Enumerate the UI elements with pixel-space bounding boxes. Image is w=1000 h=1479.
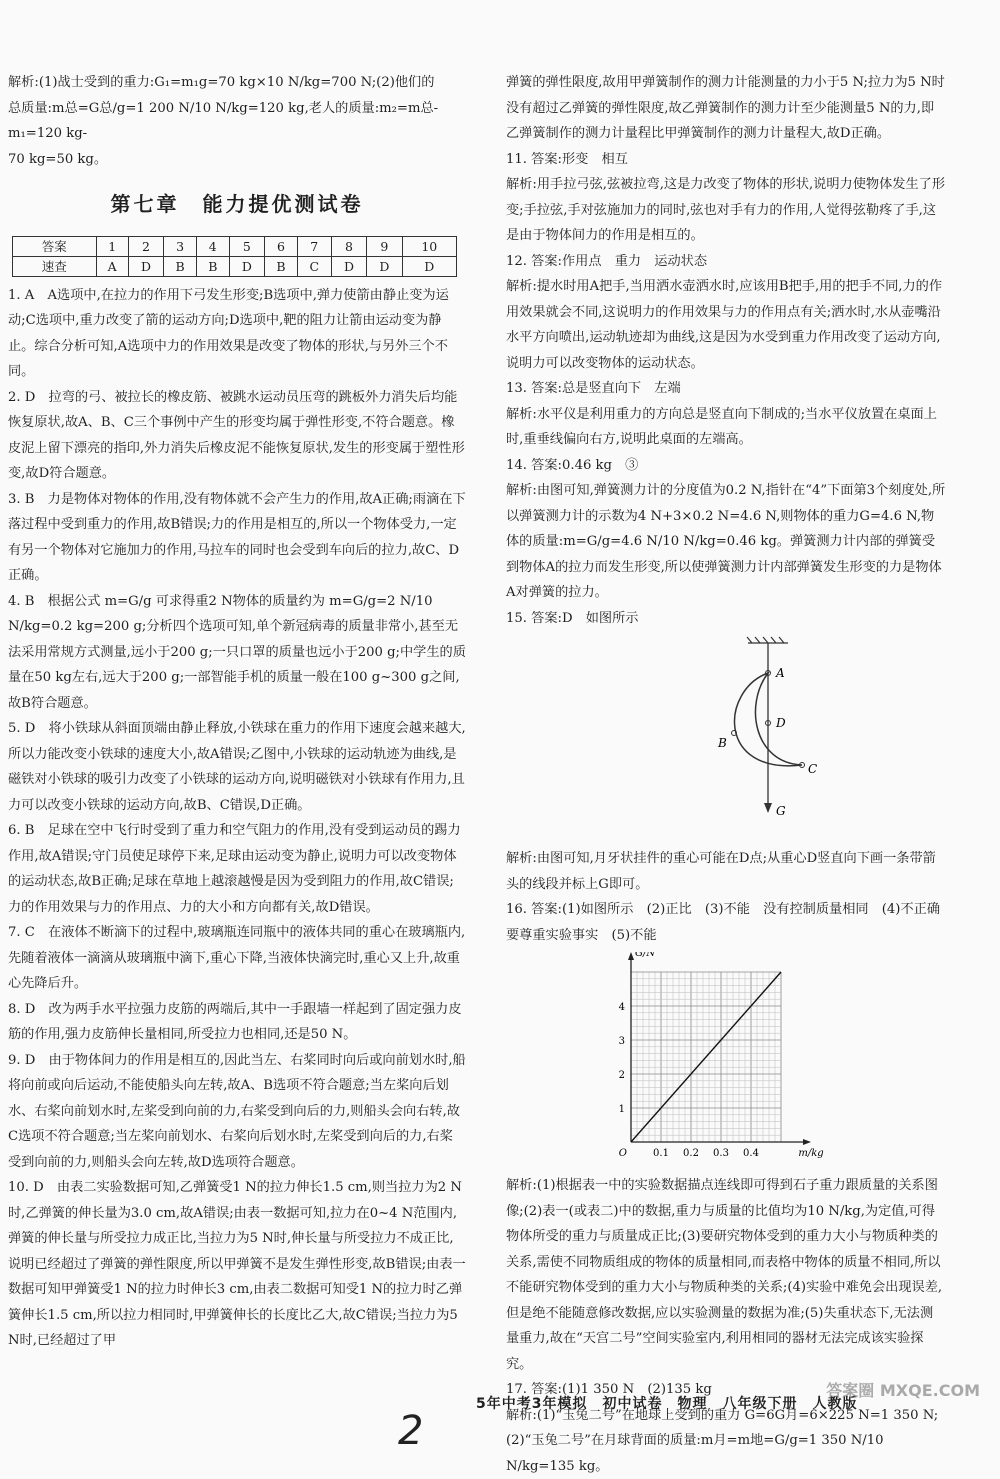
analysis-16: 解析:(1)根据表一中的实验数据描点连线即可得到石子重力跟质量的关系图像;(2)表一(或表二)中的数据,重力与质量的比值均为10 N/kg,为定值,可得物体所受的重力与质量成正比;(3)要研究物体受到的重力大小与物质种类的关系,需使不同物质组成的物体的质量相同,而表格中物体的质量不相同,所以不能研究物体受到的重力大小与物质种类的关系;(4)实验中难免会出现误差,但是绝不能随意修改数据,应以实验测量的数据为准;(5)失重状态下,无法测量重力,故在“天宫二号”空间实验室内,利用相同的器材无法完成该实验探究。 bbox=[506, 1178, 943, 1372]
y-tick-label: 3 bbox=[618, 1036, 625, 1047]
analysis-17-line-1: 解析:(1)“玉兔二号”在地球上受到的重力 G=6G月=6×225 N=1 350 N; bbox=[506, 1407, 939, 1423]
question-number: 5 bbox=[229, 236, 264, 256]
answer-cell: A bbox=[96, 256, 128, 276]
answer-cell: B bbox=[265, 256, 298, 276]
question-number: 9 bbox=[367, 236, 402, 256]
label-d: D bbox=[776, 716, 786, 730]
right-column bbox=[506, 70, 954, 1479]
label-a: A bbox=[776, 666, 785, 680]
y-axis-arrow bbox=[628, 952, 634, 960]
answer-item-10: 10. D 由表二实验数据可知,乙弹簧受1 N的拉力伸长1.5 cm,则当拉力为2 N时,乙弹簧的伸长量为3.0 cm,故A错误;由表一数据可知,拉力在0~4 N范围内,弹簧的伸长量与所受拉力成正比,当拉力为5 N时,伸长量与所受拉力不成正比,说明已经超过了弹簧的弹性限度,所以甲弹簧不是发生弹性形变,故B错误;由表一数据可知甲弹簧受1 N的拉力时伸长3 cm,由表二数据可知受1 N的拉力时乙弹簧伸长1.5 cm,所以拉力相同时,甲弹簧伸长的长度比乙大,故C错误;当拉力为5 N时,已经超过了甲 bbox=[8, 1180, 466, 1348]
answer-item-15: 15. 答案:D 如图所示 bbox=[506, 610, 639, 626]
ceiling-hatch bbox=[747, 637, 788, 643]
answer-item-13: 13. 答案:总是竖直向下 左端 bbox=[506, 381, 681, 396]
answer-item-6: 6. B 足球在空中飞行时受到了重力和空气阻力的作用,没有受到运动员的踢力作用,故A错误;守门员使足球停下来,足球由运动变为静止,说明力可以改变物体的运动状态,故B正确;足球在草地上越滚越慢是因为受到阻力的作用,故C错误;力的作用效果与力的作用点、力的大小和方向都有关,故D错误。 bbox=[8, 823, 461, 915]
question-number: 1 bbox=[96, 236, 128, 256]
x-tick-label: 0.2 bbox=[683, 1148, 699, 1159]
answer-item-5: 5. D 将小铁球从斜面顶端由静止释放,小铁球在重力的作用下速度会越来越大,所以力能改变小铁球的速度大小,故A错误;乙图中,小铁球的运动轨迹为曲线,是磁铁对小铁球的吸引力改变了小铁球的运动方向,说明磁铁对小铁球有作用力,且力可以改变小铁球的运动方向,故B、C错误,D正确。 bbox=[8, 721, 466, 813]
answer-item-3: 3. B 力是物体对物体的作用,没有物体就不会产生力的作用,故A正确;雨滴在下落过程中受到重力的作用,故B错误;力的作用是相互的,所以一个物体受力,一定有另一个物体对它施加力的作用,马拉车的同时也会受到车向后的拉力,故C、D正确。 bbox=[8, 491, 466, 583]
answer-item-16: 16. 答案:(1)如图所示 (2)正比 (3)不能 没有控制质量相同 (4)不正确 要尊重实验事实 (5)不能 bbox=[506, 902, 954, 943]
x-tick-label: 0.4 bbox=[743, 1148, 759, 1159]
chapter-title: 第七章 能力提优测试卷 bbox=[110, 192, 364, 216]
intro-line-3: 70 kg=50 kg。 bbox=[8, 151, 108, 167]
series-line bbox=[631, 972, 781, 1142]
watermark-logo: 答案圈 MXQE.COM bbox=[826, 1381, 980, 1400]
x-axis-arrow bbox=[803, 1139, 811, 1145]
y-tick-label: 1 bbox=[618, 1104, 625, 1115]
answer-item-17: 17. 答案:(1)1 350 N (2)135 kg bbox=[506, 1382, 712, 1397]
x-tick-label: 0.1 bbox=[653, 1148, 669, 1159]
x-tick-label: 0.3 bbox=[713, 1148, 729, 1159]
question-number: 8 bbox=[331, 236, 366, 256]
crescent-figure bbox=[506, 635, 946, 840]
answer-table-header: 速查 bbox=[13, 256, 97, 276]
answer-table bbox=[12, 236, 457, 277]
answer-item-10-cont: 弹簧的弹性限度,故用甲弹簧制作的测力计能测量的力小于5 N;拉力为5 N时没有超过乙弹簧的弹性限度,故乙弹簧制作的测力计至少能测量5 N的力,即乙弹簧制作的测力计量程比甲弹簧制作的测力计量程大,故D正确。 bbox=[506, 75, 945, 141]
answer-item-2: 2. D 拉弯的弓、被拉长的橡皮筋、被跳水运动员压弯的跳板外力消失后均能恢复原状,故A、B、C三个事例中产生的形变均属于弹性形变,不符合题意。橡皮泥上留下漂亮的指印,外力消失后橡皮泥不能恢复原状,发生的形变属于塑性形变,故D符合题意。 bbox=[8, 389, 465, 481]
answer-table-header: 答案 bbox=[13, 236, 97, 256]
question-number: 6 bbox=[265, 236, 298, 256]
label-g: G bbox=[776, 804, 786, 818]
intro-line-2: 总质量:m总=G总/g=1 200 N/10 N/kg=120 kg,老人的质量:m₂=m总-m₁=120 kg- bbox=[8, 100, 439, 141]
answer-cell: C bbox=[297, 256, 331, 276]
intro-line-1: 解析:(1)战士受到的重力:G₁=m₁g=70 kg×10 N/kg=700 N;(2)他们的 bbox=[8, 75, 435, 90]
analysis-11: 解析:用手拉弓弦,弦被拉弯,这是力改变了物体的形状,说明力使物体发生了形变;手拉弦,手对弦施加力的同时,弦也对手有力的作用,人觉得弦勒疼了手,这是由于物体间力的作用是相互的。 bbox=[506, 177, 946, 243]
question-number: 4 bbox=[196, 236, 229, 256]
answer-item-14: 14. 答案:0.46 kg ③ bbox=[506, 457, 639, 473]
question-number: 3 bbox=[164, 236, 197, 256]
y-axis-label: G/N bbox=[635, 952, 656, 959]
analysis-17-line-2: (2)“玉兔二号”在月球背面的质量:m月=m地=G/g=1 350 N/10 N/kg=135 kg。 bbox=[506, 1433, 884, 1474]
y-tick-label: 2 bbox=[618, 1070, 625, 1081]
answer-cell: D bbox=[402, 256, 456, 276]
analysis-13: 解析:水平仪是利用重力的方向总是竖直向下制成的;当水平仪放置在桌面上时,重垂线偏向右方,说明此桌面的左端高。 bbox=[506, 406, 937, 447]
answer-cell: B bbox=[196, 256, 229, 276]
question-number: 7 bbox=[297, 236, 331, 256]
x-axis-label: m/kg bbox=[798, 1148, 824, 1159]
g-m-chart-figure bbox=[506, 952, 946, 1167]
answer-cell: B bbox=[164, 256, 197, 276]
analysis-15: 解析:由图可知,月牙状挂件的重心可能在D点;从重心D竖直向下画一条带箭头的线段并标上G即可。 bbox=[506, 851, 936, 892]
label-b: B bbox=[718, 736, 727, 750]
answer-table-row-answers bbox=[13, 256, 457, 276]
answer-table-row-numbers bbox=[13, 236, 457, 256]
answer-cell: D bbox=[229, 256, 264, 276]
answer-cell: D bbox=[128, 256, 163, 276]
answer-item-4: 4. B 根据公式 m=G/g 可求得重2 N物体的质量约为 m=G/g=2 N/10 N/kg=0.2 kg=200 g;分析四个选项可知,单个新冠病毒的质量非常小,甚至无法采用常规方式测量,远小于200 g;一只口罩的质量也远小于200 g;中学生的质量在50 kg左右,远大于200 g;一部智能手机的质量一般在100 g~300 g之间,故B符合题意。 bbox=[8, 593, 466, 711]
analysis-14: 解析:由图可知,弹簧测力计的分度值为0.2 N,指针在“4”下面第3个刻度处,所以弹簧测力计的示数为4 N+3×0.2 N=4.6 N,则物体的重力G=4.6 N,物体的质量:m=G/g=4.6 N/10 N/kg=0.46 kg。弹簧测力计内部的弹簧受到物体A的拉力而发生形变,所以使弹簧测力计内部弹簧发生形变的力是物体A对弹簧的拉力。 bbox=[506, 483, 946, 600]
answer-item-9: 9. D 由于物体间力的作用是相互的,因此当左、右桨同时向后或向前划水时,船将向前或向后运动,不能使船头向左转,故A、B选项不符合题意;当左桨向后划水、右桨向前划水时,左桨受到向前的力,右桨受到向后的力,则船头会向右转,故C选项不符合题意;当左桨向前划水、右桨向后划水时,左桨受到向后的力,右桨受到向前的力,则船头会向左转,故D选项符合题意。 bbox=[8, 1052, 466, 1170]
gravity-arrowhead bbox=[764, 803, 772, 813]
footer-series-title: 5年中考3年模拟 初中试卷 物理 八年级下册 人教版 bbox=[476, 1396, 858, 1412]
analysis-12: 解析:提水时用A把手,当用洒水壶洒水时,应该用B把手,用的把手不同,力的作用效果就会不同,这说明力的作用效果与力的作用点有关;洒水时,水从壶嘴沿水平方向喷出,运动轨迹却为曲线,这是因为水受到重力作用改变了运动方向,说明力可以改变物体的运动状态。 bbox=[506, 279, 943, 371]
g-m-chart bbox=[506, 952, 946, 1167]
question-number: 2 bbox=[128, 236, 163, 256]
page-number: 2 bbox=[398, 1408, 424, 1454]
answer-item-8: 8. D 改为两手水平拉强力皮筋的两端后,其中一手跟墙一样起到了固定强力皮筋的作用,强力皮筋伸长量相同,所受拉力也相同,还是50 N。 bbox=[8, 1001, 462, 1042]
answer-item-11: 11. 答案:形变 相互 bbox=[506, 151, 628, 167]
left-column bbox=[8, 70, 466, 1354]
label-c: C bbox=[808, 762, 818, 776]
answer-item-7: 7. C 在液体不断滴下的过程中,玻璃瓶连同瓶中的液体共同的重心在玻璃瓶内,先随着液体一滴滴从玻璃瓶中滴下,重心下降,当液体快滴完时,重心又上升,故重心先降后升。 bbox=[8, 925, 466, 991]
answer-item-1: 1. A A选项中,在拉力的作用下弓发生形变;B选项中,弹力使箭由静止变为运动;C选项中,重力改变了箭的运动方向;D选项中,靶的阻力让箭由运动变为静止。综合分析可知,A选项中力的作用效果是改变了物体的形状,与另外三个不同。 bbox=[8, 287, 449, 379]
y-tick-label: 4 bbox=[618, 1002, 625, 1013]
crescent-diagram bbox=[506, 635, 946, 840]
answer-item-12: 12. 答案:作用点 重力 运动状态 bbox=[506, 253, 708, 269]
question-number: 10 bbox=[402, 236, 456, 256]
answer-cell: D bbox=[331, 256, 366, 276]
origin-label: O bbox=[618, 1148, 627, 1159]
answer-cell: D bbox=[367, 256, 402, 276]
